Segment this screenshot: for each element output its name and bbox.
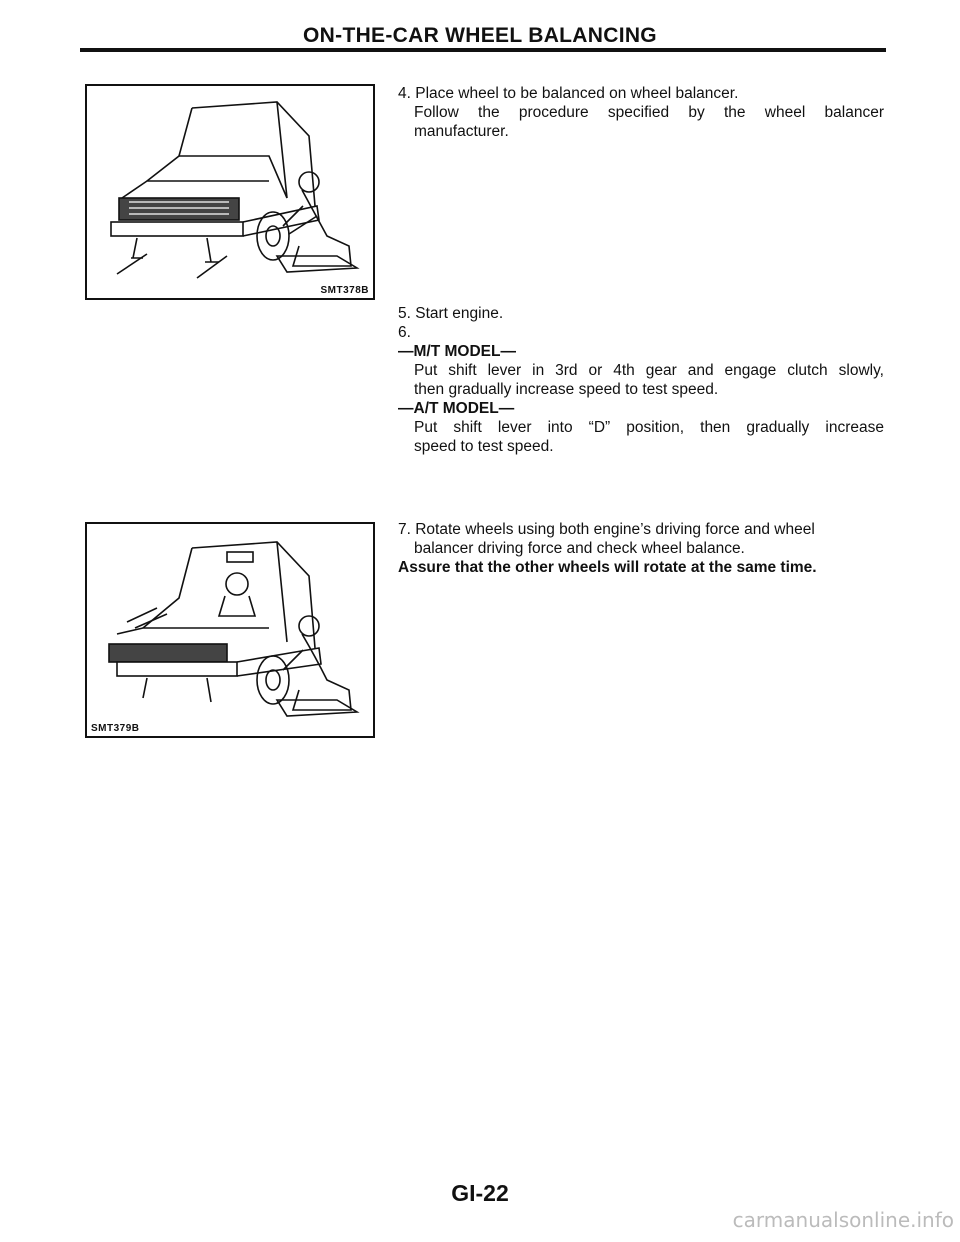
step-4-line-2: Follow the procedure specified by the wheel balancer — [414, 104, 884, 121]
title-rule — [80, 48, 886, 52]
page-number: GI-22 — [451, 1180, 509, 1206]
mt-model-line-1: Put shift lever in 3rd or 4th gear and engage clutch slowly, — [414, 362, 884, 379]
step-7 — [398, 520, 884, 577]
figure-code: SMT378B — [320, 285, 369, 296]
figure-wheel-balancer-setup — [85, 84, 375, 300]
page-title: ON-THE-CAR WHEEL BALANCING — [303, 24, 657, 47]
steps-5-6 — [398, 304, 884, 456]
figure-driver-and-mechanic — [85, 522, 375, 738]
step-7-line-2: balancer driving force and check wheel balance. — [414, 540, 745, 557]
watermark: carmanualsonline.info — [732, 1208, 954, 1232]
step-4-line-1: 4. Place wheel to be balanced on wheel balancer. — [398, 85, 739, 102]
at-model-line-1: Put shift lever into “D” position, then gradually increase — [414, 419, 884, 436]
at-model-line-2: speed to test speed. — [414, 438, 554, 455]
step-7-note: Assure that the other wheels will rotate at the same time. — [398, 559, 817, 576]
step-7-line-1: 7. Rotate wheels using both engine’s driving force and wheel — [398, 521, 815, 538]
mt-model-line-2: then gradually increase speed to test speed. — [414, 381, 719, 398]
step-6-number: 6. — [398, 324, 411, 341]
at-model-heading: —A/T MODEL— — [398, 400, 515, 417]
step-4-line-3: manufacturer. — [414, 123, 509, 140]
car-illustration-2 — [87, 524, 373, 736]
step-5: 5. Start engine. — [398, 305, 504, 322]
step-4 — [398, 84, 884, 141]
mt-model-heading: —M/T MODEL— — [398, 343, 516, 360]
figure-code: SMT379B — [91, 723, 140, 734]
car-illustration-1 — [87, 86, 373, 298]
